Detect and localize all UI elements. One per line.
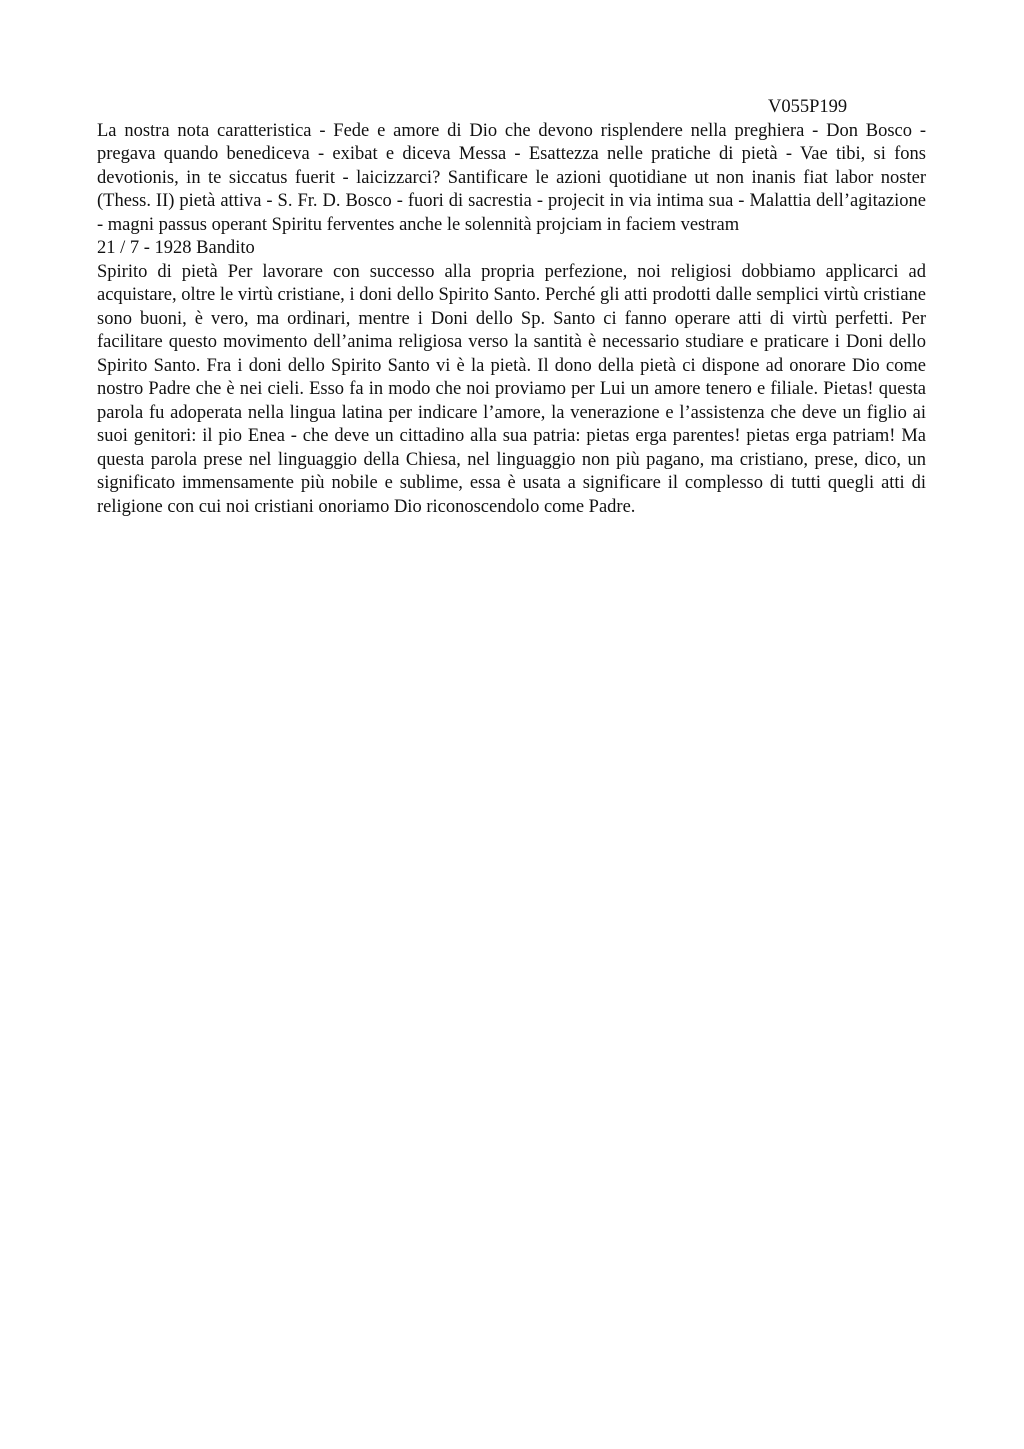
paragraph-spirito-di-pieta: Spirito di pietà Per lavorare con successo alla propria perfezione, noi religiosi dobbiamo applicarci ad acquistare, oltre le virtù cristiane, i doni dello Spirito Santo. Perché gli atti prodotti dalle semplici virtù cristiane sono buoni, è vero, ma ordinari, mentre i Doni dello Sp. Santo ci fanno operare atti di virtù perfetti. Per facilitare questo movimento dell’anima religiosa verso la santità è necessario studiare e praticare i Doni dello Spirito Santo. Fra i doni dello Spirito Santo vi è la pietà. Il dono della pietà ci dispone ad onorare Dio come nostro Padre che è nei cieli. Esso fa in modo che noi proviamo per Lui un amore tenero e filiale. Pietas! questa parola fu adoperata nella lingua latina per indicare l’amore, la venerazione e l’assistenza che deve un figlio ai suoi genitori: il pio Enea - che deve un cittadino alla sua patria: pietas erga parentes! pietas erga patriam! Ma questa parola prese nel linguaggio della Chiesa, nel linguaggio non più pagano, ma cristiano, prese, dico, un significato immensamente più nobile e sublime, essa è usata a significare il complesso di tutti quegli atti di religione con cui noi cristiani onoriamo Dio riconoscendolo come Padre.	[97, 261, 926, 517]
date-line: 21 / 7 - 1928 Bandito	[97, 238, 255, 258]
page-code: V055P199	[768, 97, 848, 117]
paragraph-notes: La nostra nota caratteristica - Fede e amore di Dio che devono risplendere nella preghiera - Don Bosco - pregava quando benediceva - exibat e diceva Messa - Esattezza nelle pratiche di pietà - Vae tibi, si fons devotionis, in te siccatus fuerit - laicizzarci? Santificare le azioni quotidiane ut non inanis fiat labor noster (Thess. II) pietà attiva - S. Fr. D. Bosco - fuori di sacrestia - projecit in via intima sua - Malattia dell’agitazione - magni passus operant Spiritu ferventes anche le solennità projciam in faciem vestram	[97, 120, 926, 235]
document-body	[97, 120, 926, 520]
